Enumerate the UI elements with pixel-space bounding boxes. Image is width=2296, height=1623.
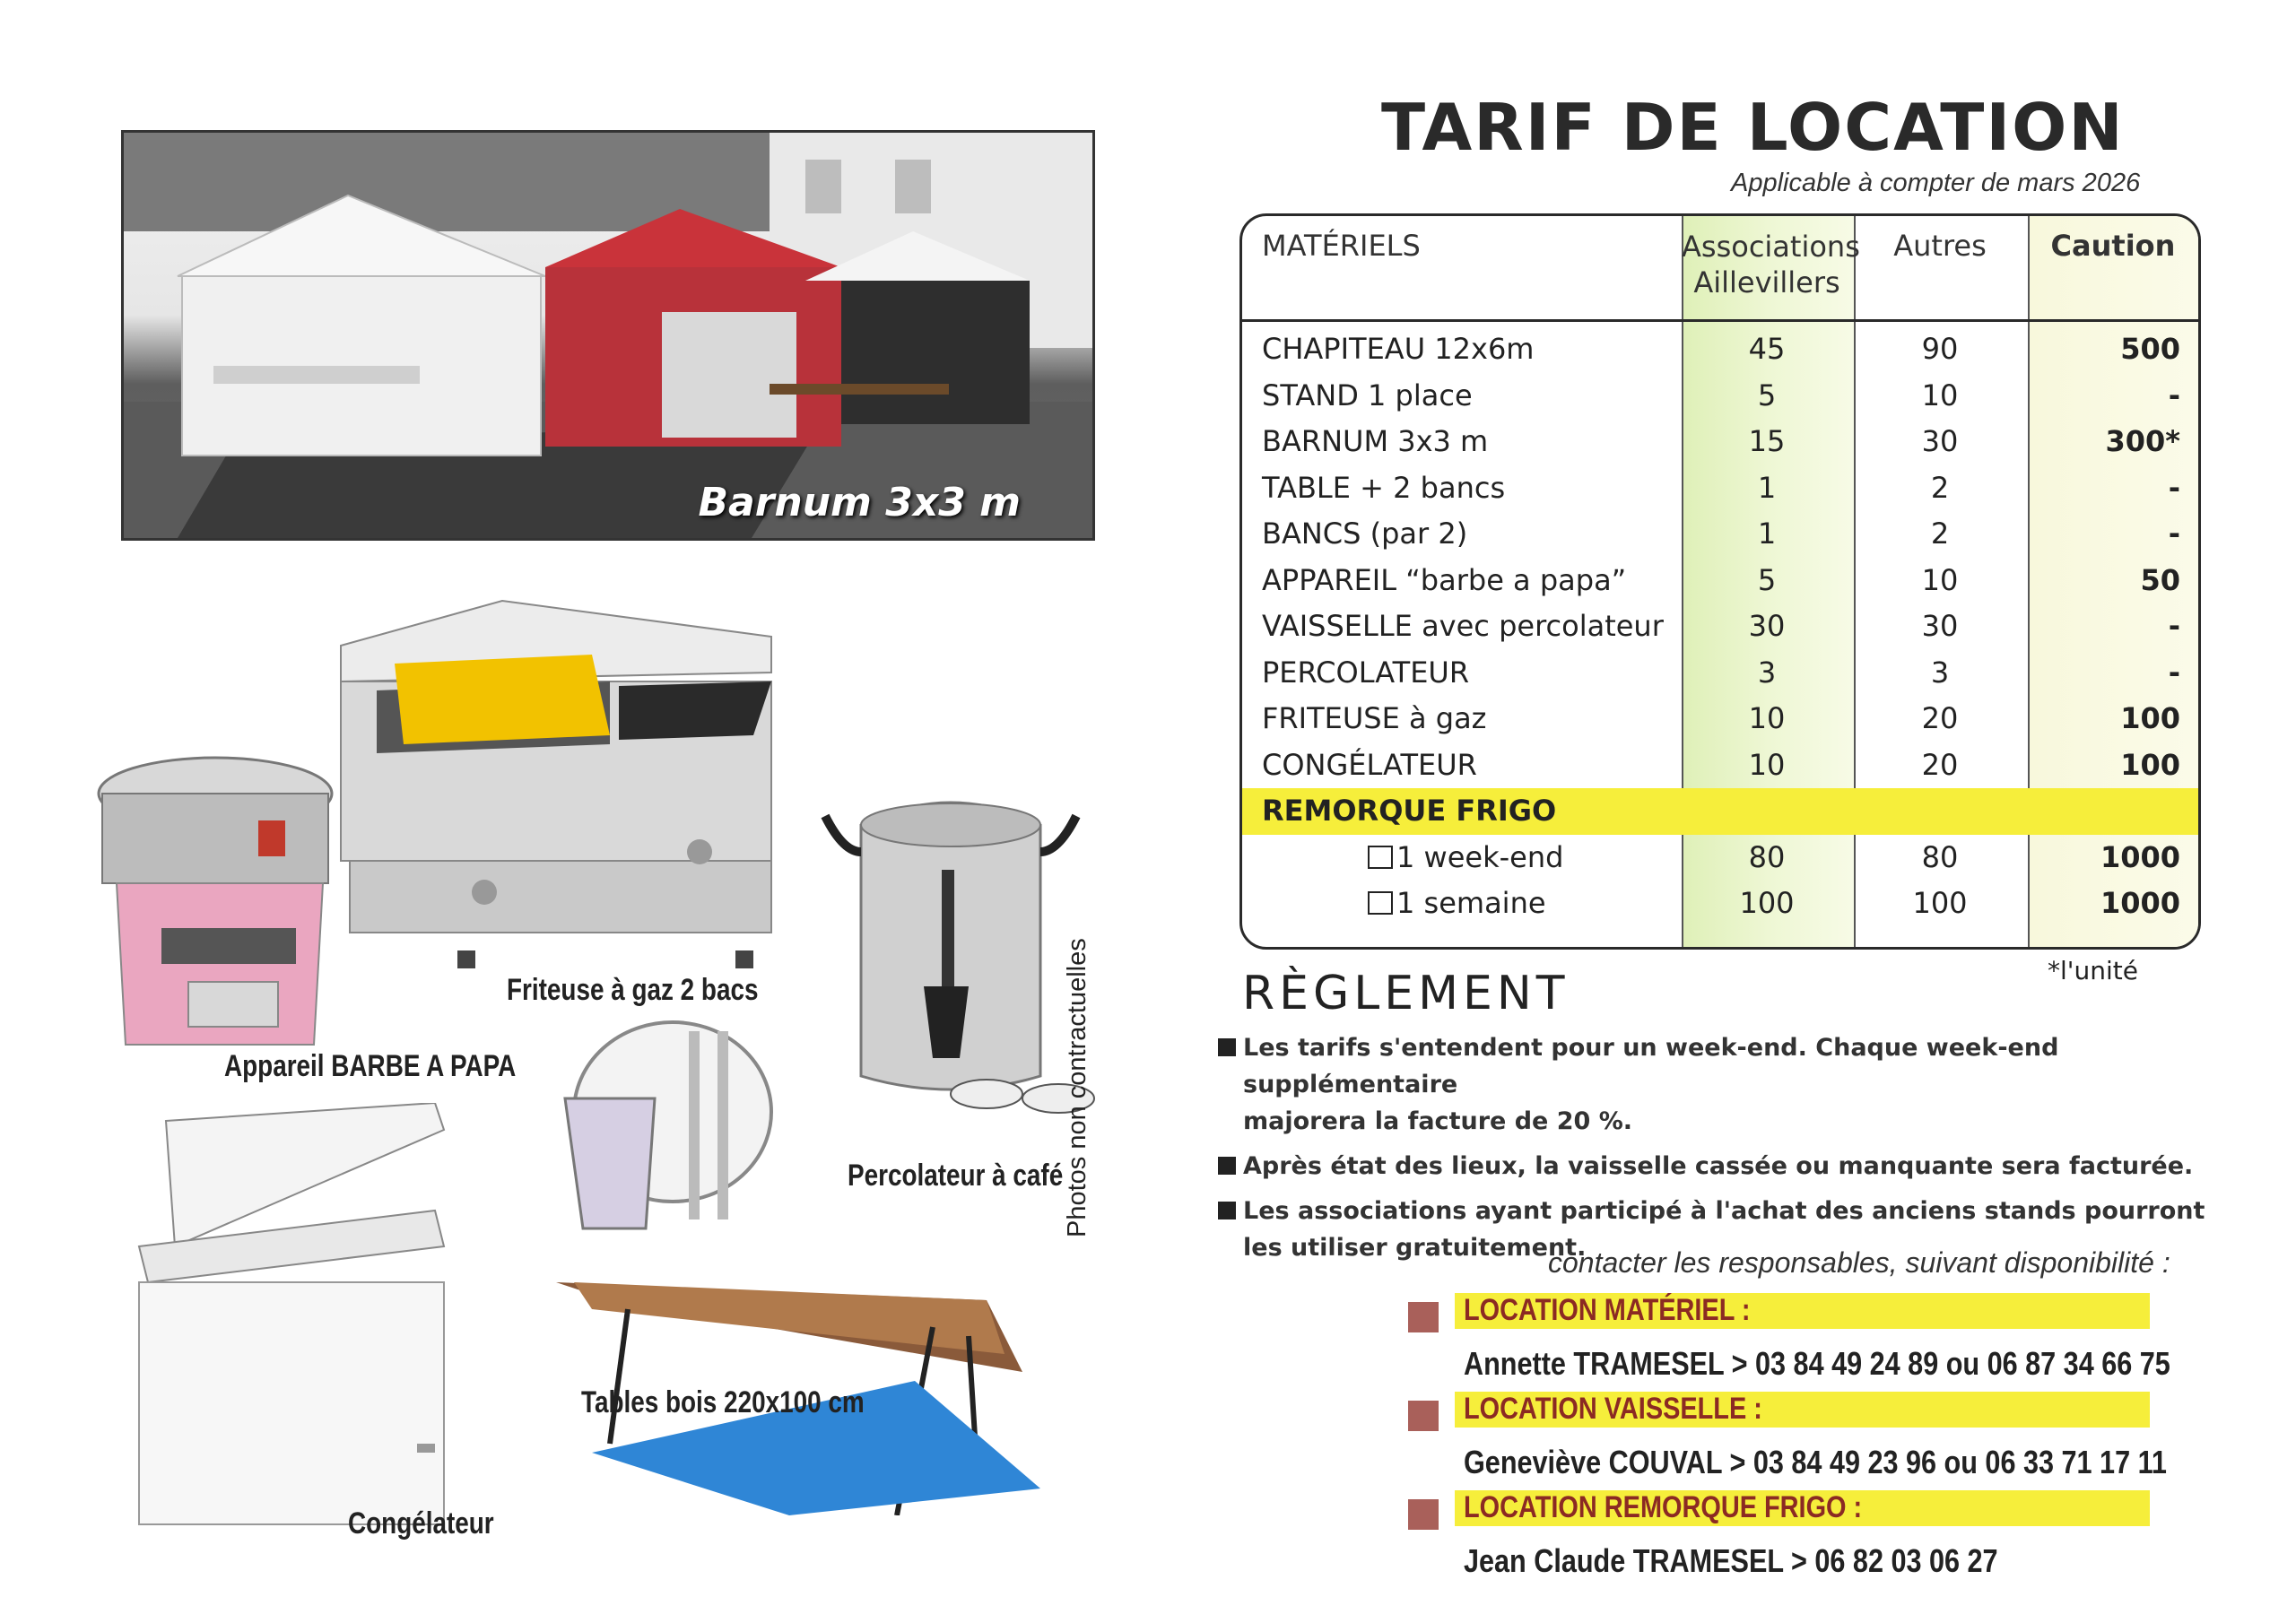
item-name: 1 semaine — [1396, 886, 1546, 920]
assoc-price: 5 — [1757, 562, 1777, 597]
contact-label: LOCATION MATÉRIEL : — [1464, 1293, 1751, 1327]
caution-value: 300* — [2105, 424, 2180, 458]
reglement-line: les utiliser gratuitement. — [1243, 1234, 1587, 1262]
autres-price: 20 — [1921, 747, 1959, 782]
autres-price: 30 — [1921, 609, 1959, 643]
reglement-item — [1218, 1029, 2222, 1140]
autres-price: 30 — [1921, 424, 1959, 458]
tent-illustration — [124, 133, 1092, 538]
assoc-price: 1 — [1757, 516, 1777, 551]
caution-value: - — [2168, 609, 2180, 643]
contact-intro: contacter les responsables, suivant disponibilité : — [1548, 1246, 2170, 1279]
tariff-table — [1239, 213, 2201, 950]
square-bullet-icon — [1218, 1202, 1236, 1219]
item-name: TABLE + 2 bancs — [1262, 470, 1506, 505]
reglement-line: Les associations ayant participé à l'achat des anciens stands pourront — [1243, 1197, 2205, 1225]
assoc-price: 15 — [1748, 424, 1786, 458]
checkbox-icon — [1368, 846, 1393, 869]
caution-value: - — [2168, 655, 2180, 690]
table-row-remorque-frigo — [1242, 788, 2198, 835]
assoc-price: 3 — [1757, 655, 1777, 690]
tent-caption: Barnum 3x3 m — [698, 480, 1021, 525]
checkbox-icon — [1368, 891, 1393, 915]
item-name: PERCOLATEUR — [1262, 655, 1470, 690]
table-row — [1242, 835, 2198, 881]
table-row — [1242, 603, 2198, 650]
square-bullet-icon — [1408, 1302, 1439, 1332]
freezer-image — [130, 1103, 453, 1533]
assoc-price: 80 — [1748, 839, 1786, 874]
assoc-price: 100 — [1739, 886, 1795, 920]
table-row — [1242, 465, 2198, 512]
item-name: STAND 1 place — [1262, 378, 1473, 412]
header-autres: Autres — [1893, 229, 1987, 263]
item-name: 1 week-end — [1396, 839, 1564, 874]
cotton-candy-machine-image — [90, 749, 341, 1054]
table-row — [1242, 326, 2198, 373]
table-row — [1242, 696, 2198, 742]
item-name: REMORQUE FRIGO — [1262, 794, 1557, 828]
autres-price: 2 — [1930, 470, 1950, 505]
caution-value: 1000 — [2100, 839, 2180, 874]
fryer-caption: Friteuse à gaz 2 bacs — [507, 973, 759, 1007]
autres-price: 90 — [1921, 332, 1959, 366]
reglement-title: RÈGLEMENT — [1242, 967, 1570, 1020]
caution-value: 100 — [2120, 701, 2180, 735]
barnum-tent-photo — [121, 130, 1095, 541]
contact-person: Annette TRAMESEL > 03 84 49 24 89 ou 06 87 34 66 75 — [1464, 1345, 2170, 1382]
reglement-line: Après état des lieux, la vaisselle cassée ou manquante sera facturée. — [1243, 1152, 2194, 1180]
caution-value: 100 — [2120, 747, 2180, 782]
autres-price: 80 — [1921, 839, 1959, 874]
page-subtitle: Applicable à compter de mars 2026 — [1731, 169, 2141, 197]
contact-person: Geneviève COUVAL > 03 84 49 23 96 ou 06 33 71 17 11 — [1464, 1444, 2167, 1480]
assoc-price: 45 — [1748, 332, 1786, 366]
assoc-price: 30 — [1748, 609, 1786, 643]
contact-label: LOCATION REMORQUE FRIGO : — [1464, 1490, 1863, 1524]
reglement-item — [1218, 1148, 2222, 1185]
reglement-line: majorera la facture de 20 %. — [1243, 1107, 1633, 1135]
assoc-price: 10 — [1748, 701, 1786, 735]
tariff-rows — [1242, 326, 2198, 927]
reglement-list — [1218, 1029, 2222, 1274]
tables-and-tableware-image — [556, 1013, 1040, 1515]
gas-fryer-image — [323, 583, 825, 977]
freezer-caption: Congélateur — [348, 1506, 494, 1541]
assoc-price: 5 — [1757, 378, 1777, 412]
assoc-price: 1 — [1757, 470, 1777, 505]
percolator-caption: Percolateur à café — [848, 1159, 1064, 1193]
contact-person: Jean Claude TRAMESEL > 06 82 03 06 27 — [1464, 1542, 1998, 1579]
autres-price: 2 — [1930, 516, 1950, 551]
square-bullet-icon — [1408, 1401, 1439, 1431]
autres-price: 20 — [1921, 701, 1959, 735]
caution-value: - — [2168, 516, 2180, 551]
item-name: CONGÉLATEUR — [1262, 747, 1477, 782]
table-row — [1242, 650, 2198, 697]
caution-value: - — [2168, 378, 2180, 412]
item-name: BANCS (par 2) — [1262, 516, 1468, 551]
header-caution: Caution — [2050, 229, 2176, 263]
assoc-price: 10 — [1748, 747, 1786, 782]
caution-value: 500 — [2120, 332, 2180, 366]
header-divider — [1242, 319, 2198, 322]
caution-value: 1000 — [2100, 886, 2180, 920]
header-materiels: MATÉRIELS — [1262, 229, 1421, 263]
autres-price: 100 — [1912, 886, 1968, 920]
square-bullet-icon — [1218, 1038, 1236, 1056]
item-name: APPAREIL “barbe a papa” — [1262, 562, 1627, 597]
unit-footnote: *l'unité — [2048, 956, 2138, 985]
autres-price: 10 — [1921, 378, 1959, 412]
header-associations: Associations Aillevillers — [1682, 230, 1860, 299]
table-row — [1242, 742, 2198, 789]
cotton-candy-caption: Appareil BARBE A PAPA — [224, 1049, 517, 1083]
table-row — [1242, 419, 2198, 465]
table-row — [1242, 373, 2198, 420]
autres-price: 10 — [1921, 562, 1959, 597]
caution-value: 50 — [2140, 562, 2180, 597]
item-name: FRITEUSE à gaz — [1262, 701, 1487, 735]
contact-label: LOCATION VAISSELLE : — [1464, 1392, 1762, 1426]
item-name: CHAPITEAU 12x6m — [1262, 332, 1535, 366]
square-bullet-icon — [1408, 1499, 1439, 1530]
page-title: TARIF DE LOCATION — [1381, 90, 2125, 165]
photos-disclaimer: Photos non contractuelles — [1063, 938, 1091, 1237]
caution-value: - — [2168, 470, 2180, 505]
tables-caption: Tables bois 220x100 cm — [581, 1385, 865, 1419]
item-name: BARNUM 3x3 m — [1262, 424, 1489, 458]
table-row — [1242, 558, 2198, 604]
table-row — [1242, 881, 2198, 927]
autres-price: 3 — [1930, 655, 1950, 690]
item-name: VAISSELLE avec percolateur — [1262, 609, 1664, 643]
table-row — [1242, 511, 2198, 558]
reglement-line: Les tarifs s'entendent pour un week-end. Chaque week-end supplémentaire — [1243, 1034, 2059, 1098]
square-bullet-icon — [1218, 1157, 1236, 1175]
